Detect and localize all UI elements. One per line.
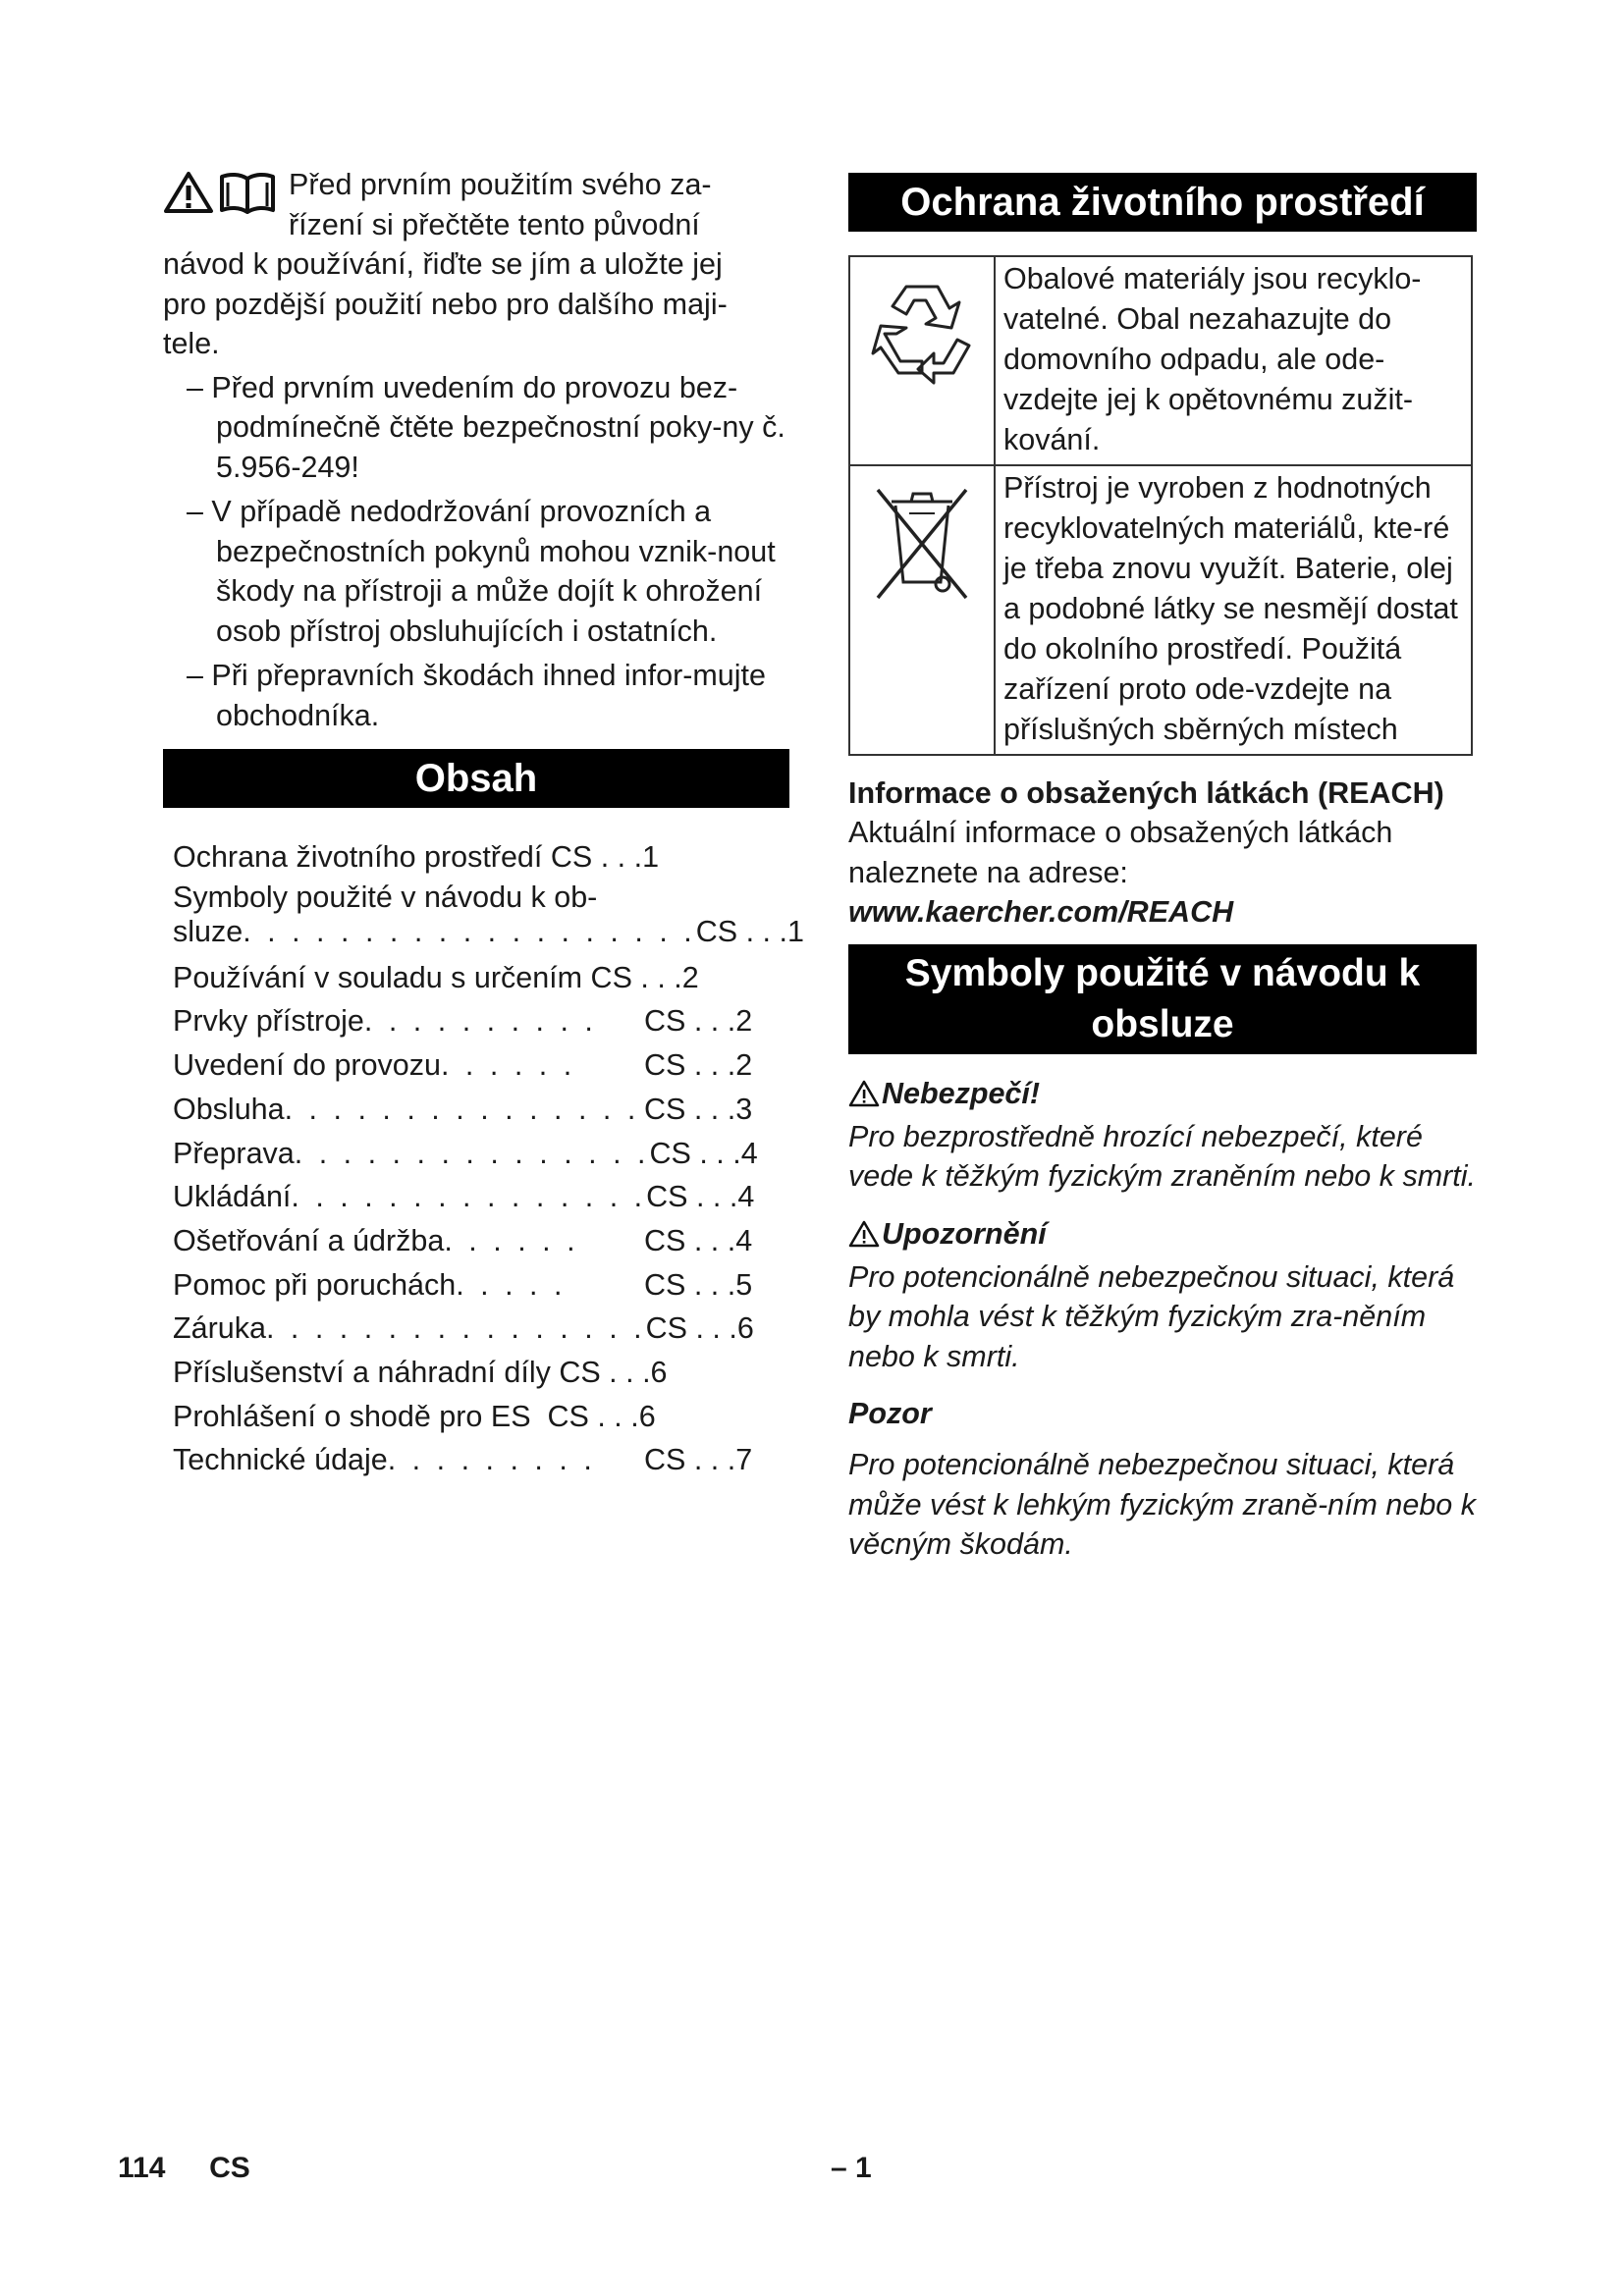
crossed-bin-icon [868, 480, 976, 608]
toc-row[interactable] [173, 1088, 789, 1132]
toc-row[interactable] [173, 835, 789, 880]
signal-warning [848, 1214, 1477, 1377]
toc-title: sluze [173, 914, 244, 948]
toc-title: Technické údaje [173, 1443, 388, 1477]
toc-ref: CS . . .5 [644, 1267, 753, 1302]
intro-icons [163, 171, 277, 216]
toc-row[interactable] [173, 1395, 789, 1439]
toc-title: Pomoc při poruchách [173, 1267, 457, 1302]
toc-row[interactable] [173, 914, 804, 948]
toc-ref: CS . . .6 [645, 1311, 754, 1346]
toc-ref: CS . . .2 [590, 960, 699, 994]
signal-text: Pro potencionálně nebezpečnou situaci, která by mohla vést k těžkým fyzickým zra-něním nebo k smrti. [848, 1259, 1455, 1373]
toc-dots: . . . . . . . . . [387, 1443, 596, 1477]
toc-ref: CS . . .4 [644, 1223, 753, 1257]
toc-row[interactable] [173, 1438, 789, 1482]
intro-paragraph [163, 165, 789, 364]
toc-dots: . . . . . . [444, 1223, 579, 1257]
table-of-contents [163, 835, 804, 1482]
toc-row[interactable] [173, 1043, 789, 1088]
bullet-item: – V případě nedodržování provozních a bezpečnostních pokynů mohou vznik-nout škody na přístroji a může dojít k ohrožení osob přístroj obsluhujících i ostatních. [187, 495, 776, 648]
toc-row[interactable] [173, 880, 789, 915]
signal-caution [848, 1394, 1477, 1565]
intro-line: řízení si přečtěte tento původní [289, 207, 700, 241]
language-code: CS [209, 2152, 250, 2184]
safety-bullet-list [163, 368, 789, 736]
environment-text: Přístroj je vyroben z hodnotných recyklovatelných materiálů, kte-ré je třeba znovu využít. Baterie, olej a podobné látky se nesmějí dostat do okolního prostředí. Použitá zařízení proto ode-vzdejte na příslušných sběrných místech [995, 465, 1472, 755]
toc-dots: . . . . . . . . . . . . . . . . . . . [243, 914, 696, 948]
toc-dots: . . . . . . . . . . . . . . . [291, 1180, 647, 1214]
toc-row[interactable] [173, 999, 789, 1043]
toc-row[interactable] [173, 1175, 789, 1219]
toc-row[interactable] [173, 1219, 789, 1263]
environment-heading: Ochrana životního prostředí [848, 173, 1477, 232]
environment-text: Obalové materiály jsou recyklo-vatelné. Obal nezahazujte do domovního odpadu, ale ode-vzdejte jej k opětovnému zužit-kování. [995, 256, 1472, 465]
toc-dots: . . . . . [456, 1267, 567, 1302]
toc-title: Uvedení do provozu [173, 1048, 441, 1083]
toc-title: Prvky přístroje [173, 1004, 364, 1039]
toc-title: Příslušenství a náhradní díly [173, 1356, 551, 1390]
toc-row[interactable] [173, 1351, 789, 1395]
signal-text: Pro bezprostředně hrozící nebezpečí, které vede k těžkým fyzickým zraněním nebo k smrti. [848, 1119, 1476, 1193]
toc-ref: CS . . .6 [559, 1356, 668, 1390]
table-row [849, 256, 1472, 465]
table-row [849, 465, 1472, 755]
reach-url-link[interactable]: www.kaercher.com/REACH [848, 895, 1234, 929]
footer-center-number: – 1 [831, 2152, 872, 2184]
bullet-item: – Při přepravních škodách ihned infor-mujte obchodníka. [187, 659, 766, 732]
intro-line: Před prvním použitím svého za- [289, 168, 712, 201]
toc-row[interactable] [173, 1132, 789, 1176]
toc-dots: . . . . . . . . . . [363, 1004, 597, 1039]
intro-line: tele. [163, 327, 220, 360]
toc-row[interactable] [173, 1307, 789, 1351]
symbols-heading: Symboly použité v návodu k obsluze [848, 944, 1477, 1054]
signal-title-label: Nebezpečí! [882, 1076, 1041, 1110]
warning-triangle-icon [848, 1080, 880, 1107]
recycle-icon [863, 271, 981, 389]
toc-ref: CS . . .7 [644, 1443, 753, 1477]
toc-dots: . . . . . . . . . . . . . . . [284, 1092, 640, 1126]
toc-title: Ukládání [173, 1180, 292, 1214]
toc-ref: CS . . .6 [547, 1399, 656, 1433]
warning-triangle-icon [848, 1220, 880, 1248]
warning-triangle-icon [163, 171, 214, 214]
toc-title: Ošetřování a údržba [173, 1223, 445, 1257]
toc-ref: CS . . .4 [646, 1180, 755, 1214]
toc-ref: CS . . .2 [644, 1004, 753, 1039]
signal-title-label: Pozor [848, 1397, 932, 1430]
toc-ref: CS . . .3 [644, 1092, 753, 1126]
toc-ref: CS . . .2 [644, 1048, 753, 1083]
reach-heading: Informace o obsažených látkách (REACH) [848, 776, 1444, 810]
intro-line: pro pozdější použití nebo pro dalšího maji- [163, 287, 728, 321]
page-number: 114 [118, 2152, 166, 2184]
intro-line: návod k používání, řiďte se jím a uložte jej [163, 247, 723, 281]
toc-title: Obsluha [173, 1092, 285, 1126]
bullet-item: – Před prvním uvedením do provozu bez-podmínečně čtěte bezpečnostní poky-ny č. 5.956-249! [187, 370, 785, 484]
environment-table [848, 255, 1473, 756]
toc-dots: . . . . . . [440, 1048, 576, 1083]
toc-title: Používání v souladu s určením [173, 960, 583, 994]
manual-book-icon [218, 171, 277, 216]
toc-title: Záruka [173, 1311, 266, 1346]
signal-text: Pro potencionálně nebezpečnou situaci, která může vést k lehkým fyzickým zraně-ním nebo k věcným škodám. [848, 1448, 1476, 1561]
toc-title: Ochrana životního prostředí [173, 840, 543, 874]
toc-title: Symboly použité v návodu k ob- [173, 880, 598, 914]
toc-heading: Obsah [163, 749, 789, 808]
signal-danger [848, 1074, 1477, 1197]
icon-cell [849, 256, 995, 465]
toc-title: Prohlášení o shodě pro ES [173, 1399, 531, 1433]
signal-title [848, 1214, 1477, 1254]
signal-title-label: Upozornění [882, 1216, 1047, 1251]
toc-ref: CS . . .1 [550, 840, 660, 874]
toc-row[interactable] [173, 1263, 789, 1308]
right-column [848, 173, 1477, 1565]
toc-ref: CS . . .4 [649, 1136, 758, 1170]
left-column [163, 165, 804, 1482]
signal-title [848, 1074, 1477, 1113]
toc-title: Přeprava [173, 1136, 295, 1170]
toc-row[interactable] [173, 956, 789, 1000]
footer-page-info [118, 2152, 250, 2185]
toc-dots: . . . . . . . . . . . . . . . . [265, 1311, 646, 1346]
signal-title [848, 1394, 1477, 1433]
icon-cell [849, 465, 995, 755]
toc-dots: . . . . . . . . . . . . . . . [294, 1136, 650, 1170]
reach-text: Aktuální informace o obsažených látkách naleznete na adrese: [848, 816, 1393, 889]
toc-ref: CS . . .1 [695, 914, 804, 948]
